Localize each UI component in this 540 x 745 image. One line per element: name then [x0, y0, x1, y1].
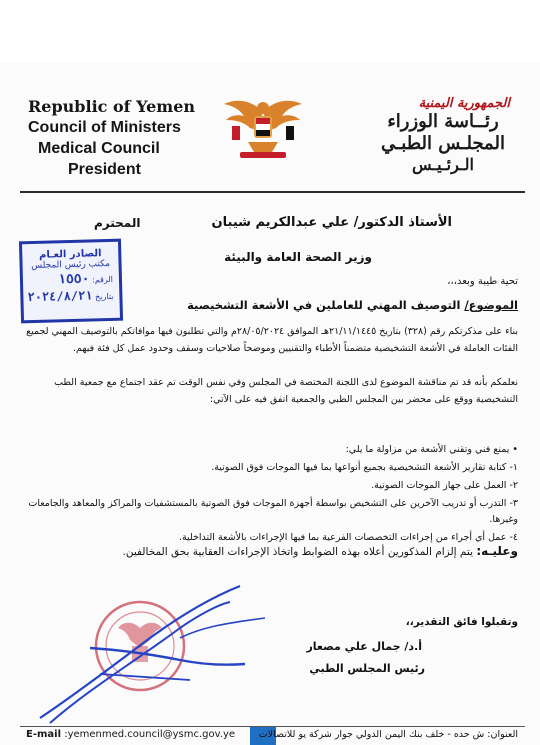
signer-title: رئيس المجلس الطبي [309, 662, 425, 675]
conclusion [23, 544, 518, 558]
arabic-header-line: الجمهورية اليمنية [418, 96, 510, 111]
incoming-stamp [19, 239, 123, 324]
signer-name: أ.د/ جمال علي مصعار [306, 640, 422, 653]
stamp-title: الصادر العـام [38, 248, 102, 261]
arabic-header-line: المجلـس الطبـي [381, 133, 505, 154]
english-header-line: President [68, 161, 141, 178]
arabic-letterhead [368, 96, 518, 175]
english-letterhead [28, 96, 198, 180]
stamp-number: ١٥٥٠ [57, 271, 90, 288]
addressee-honorific: المحترم [94, 216, 141, 230]
subject-line [187, 298, 518, 312]
top-margin [0, 0, 540, 62]
addressee-title: وزير الصحة العامة والبيئة [224, 250, 372, 264]
arabic-header-line: رئــاسة الوزراء [387, 111, 499, 132]
header-divider [20, 191, 525, 193]
footer-email [26, 729, 235, 740]
list-item: ١- كتابة تقارير الأشعة التشخيصية بجميع أنواعها بما فيها الموجات فوق الصوتية. [211, 462, 518, 473]
english-header-line: Republic of Yemen [28, 97, 196, 116]
body-paragraph: نعلمكم بأنه قد تم مناقشة الموضوع لدى اللجنة المختصة في المجلس وفي نفس الوقت تم عقد اجتماع مع جمعية الطب التشخيصية ووقع على محضر بين المجلس الطبي والجمعية اتفق فيه على الآتي: [54, 377, 518, 405]
greeting: تحية طيبة وبعد،،، [447, 276, 518, 287]
stamp-office: مكتب رئيس المجلس [31, 258, 111, 272]
subject-text: التوصيف المهني للعاملين في الأشعة التشخيصية [187, 298, 461, 312]
subject-label: الموضوع/ [464, 298, 518, 312]
list-item: ٢- العمل على جهاز الموجات الصوتية. [371, 480, 518, 491]
arabic-header-line: الـرئـيـس [412, 155, 474, 174]
yemen-eagle-emblem [222, 92, 304, 164]
email-label: E-mail [26, 729, 62, 740]
list-item: • يمنع فني وتقني الأشعة من مزاولة ما يلي: [345, 444, 518, 455]
addressee-name: الأستاذ الدكتور/ علي عبدالكريم شيبان [211, 215, 452, 230]
english-header-line: Council of Ministers [28, 119, 181, 136]
conclusion-text: يتم إلزام المذكورين أعلاه بهذه الضوابط واتخاذ الإجراءات العقابية بحق المخالفين. [122, 546, 474, 558]
email-address: :yemenmed.council@ysmc.gov.ye [64, 729, 236, 740]
stamp-number-label: الرقم: [91, 274, 114, 285]
restrictions-list [23, 442, 518, 548]
conclusion-keyword: وعليـه: [476, 544, 518, 558]
english-header-line: Medical Council [38, 140, 160, 157]
list-item: ٣- التدرب أو تدريب الآخرين على التشخيص بواسطة أجهزة الموجات فوق الصوتية بالمستشفيات والمراكز والمعاهد والجامعات وغيرها. [28, 498, 518, 525]
closing-line: وتقبلوا فائق التقدير،، [405, 616, 518, 628]
handwritten-signature [30, 578, 280, 728]
footer-address: العنوان: ش حده - خلف بنك اليمن الدولي جوار شركة يو للاتصالات [258, 729, 518, 740]
stamp-date-label: بتاريخ [94, 291, 114, 302]
list-item: ٤- عمل أي أجراء من إجراءات التخصصات الفرعية بما فيها الإجراءات بالأشعة التداخلية. [178, 532, 518, 543]
stamp-date: ٢٠٢٤/٨/٢١ [27, 288, 93, 305]
body-paragraph: بناء على مذكرتكم رقم (٣٢٨) بتاريخ ٢١/١١/١٤٤٥هـ الموافق ٢٨/٠٥/٢٠٢٤م والتي تطلبون فيها موافاتكم بالتوصيف المهني لجميع الفئات العاملة في الأشعة التشخيصية متضمناً الأطباء والتقنيين وموضحاً صلاحيات وسقف وحدود عمل كل فئة فيهم. [26, 326, 518, 354]
